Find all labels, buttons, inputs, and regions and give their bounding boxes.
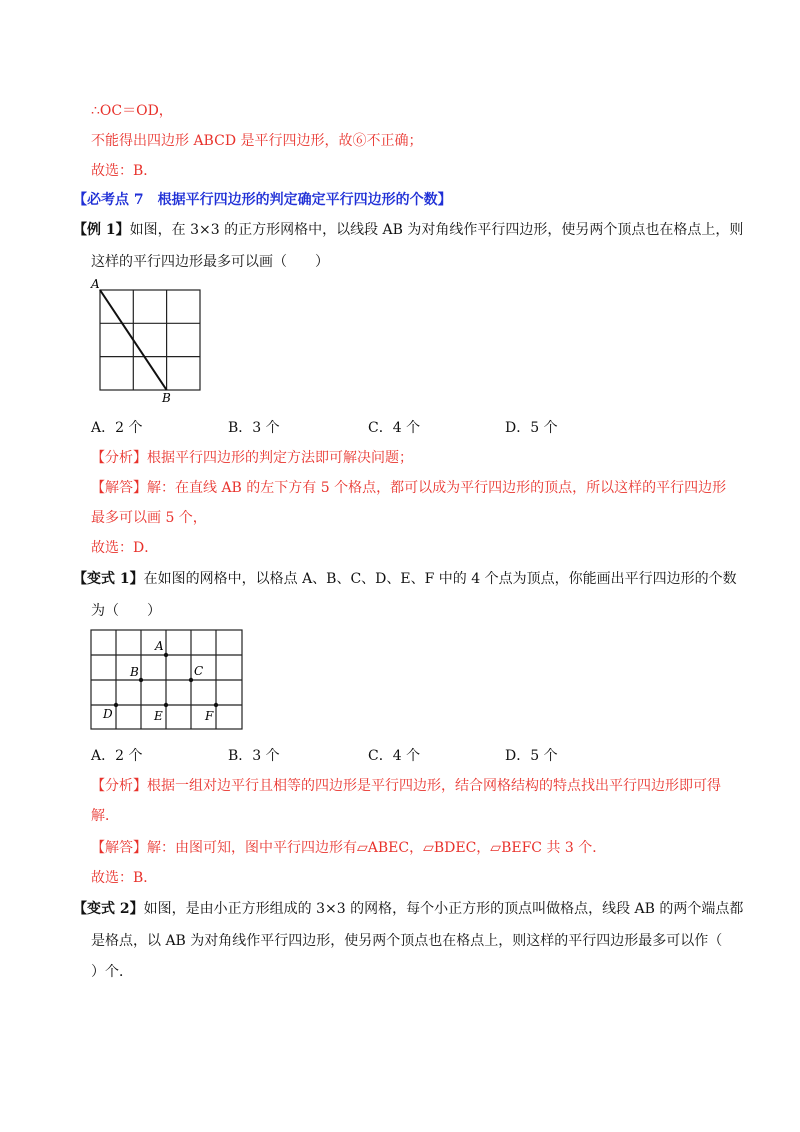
- example-1-question-cont: 这样的平行四边形最多可以画（ ）: [91, 254, 329, 270]
- example-1-tag: 【例 1】: [73, 222, 130, 238]
- point-d: [114, 703, 118, 707]
- variation-1-question-cont: 为（ ）: [91, 603, 161, 619]
- point-f: [214, 703, 218, 707]
- example-1-option-a: A．2 个: [91, 420, 143, 436]
- example-1-option-b: B．3 个: [228, 420, 280, 436]
- example-1-option-d: D．5 个: [505, 420, 558, 436]
- example-1-grid-figure: [90, 277, 210, 405]
- point-d-label: D: [103, 707, 113, 721]
- variation-1-text: 在如图的网格中，以格点 A、B、C、D、E、F 中的 4 个点为顶点，你能画出平行四边形的个数: [143, 571, 737, 587]
- point-a-label: A: [155, 639, 164, 653]
- example-1-question: [73, 220, 743, 240]
- variation-1-option-b: B．3 个: [228, 748, 280, 764]
- point-e: [164, 703, 168, 707]
- variation-2-question-cont: 是格点，以 AB 为对角线作平行四边形，使另两个顶点也在格点上，则这样的平行四边形最多可以作（: [91, 933, 723, 949]
- point-b: [139, 678, 143, 682]
- example-1-text: 如图，在 3×3 的正方形网格中，以线段 AB 为对角线作平行四边形，使另两个顶点也在格点上，则: [129, 222, 744, 238]
- variation-1-analysis: 【分析】根据一组对边平行且相等的四边形是平行四边形，结合网格结构的特点找出平行四边形即可得: [91, 778, 721, 794]
- variation-1-analysis-cont: 解．: [91, 808, 119, 824]
- text-oc-od: ∴OC＝OD，: [91, 103, 173, 119]
- example-1-option-c: C．4 个: [368, 420, 421, 436]
- point-b-label: B: [130, 665, 139, 679]
- point-b-label: B: [162, 391, 171, 405]
- variation-2-question-end: ）个．: [91, 964, 133, 980]
- text-conclusion: 不能得出四边形 ABCD 是平行四边形，故⑥不正确；: [91, 133, 423, 149]
- example-1-answer: 【解答】解：在直线 AB 的左下方有 5 个格点，都可以成为平行四边形的顶点，所以这样的平行四边形: [91, 480, 727, 496]
- example-1-answer-cont: 最多可以画 5 个，: [91, 510, 207, 526]
- point-c-label: C: [194, 664, 204, 678]
- point-e-label: E: [154, 709, 163, 723]
- example-1-choose: 故选：D．: [91, 540, 159, 556]
- point-c: [189, 678, 193, 682]
- example-1-analysis: 【分析】根据平行四边形的判定方法即可解决问题；: [91, 450, 413, 466]
- text-choose-b: 故选：B．: [91, 163, 158, 179]
- variation-1-option-d: D．5 个: [505, 748, 558, 764]
- variation-1-option-c: C．4 个: [368, 748, 421, 764]
- point-a-label: A: [91, 277, 100, 291]
- variation-1-answer: 【解答】解：由图可知，图中平行四边形有▱ABEC，▱BDEC，▱BEFC 共 3 个．: [91, 840, 607, 856]
- point-f-label: F: [205, 709, 214, 723]
- point-a: [164, 653, 168, 657]
- variation-1-option-a: A．2 个: [91, 748, 143, 764]
- variation-2-tag: 【变式 2】: [73, 901, 144, 917]
- variation-1-grid-figure: [91, 630, 243, 730]
- variation-1-tag: 【变式 1】: [73, 571, 144, 587]
- section-heading: 【必考点 7 根据平行四边形的判定确定平行四边形的个数】: [73, 192, 452, 208]
- variation-2-question: [73, 899, 743, 919]
- variation-2-text: 如图，是由小正方形组成的 3×3 的网格，每个小正方形的顶点叫做格点，线段 AB 的两个端点都: [143, 901, 744, 917]
- variation-1-question: [73, 569, 737, 589]
- variation-1-choose: 故选：B．: [91, 870, 158, 886]
